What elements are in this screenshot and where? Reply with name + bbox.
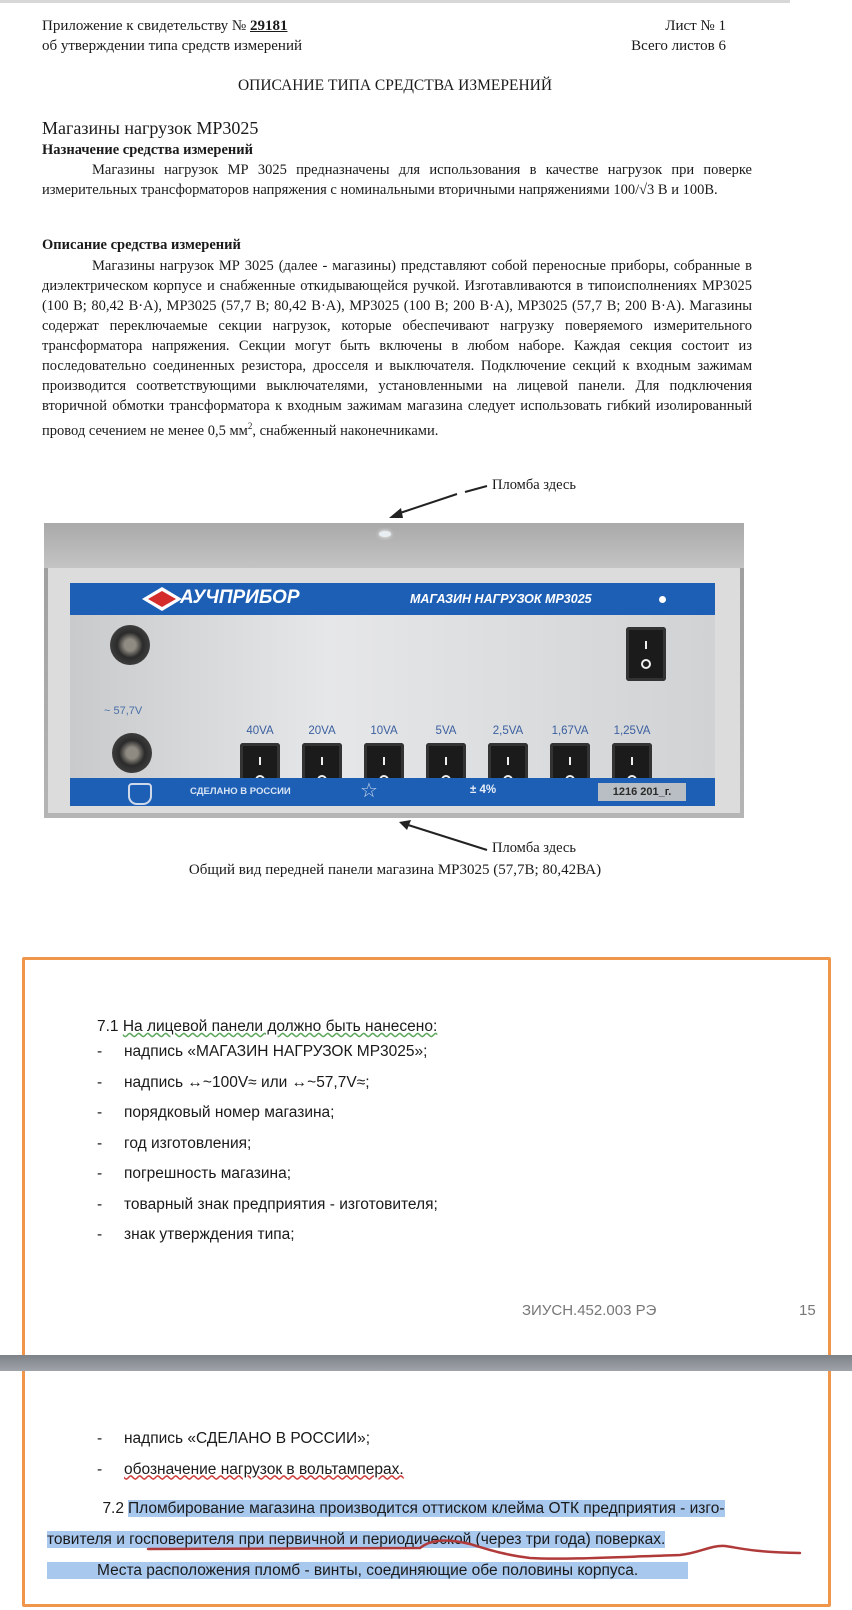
sheet-number: Лист № 1 <box>665 18 726 34</box>
description-tail: , снабженный наконечниками. <box>252 422 439 439</box>
switch-label: 1,25VA <box>613 725 651 737</box>
appendix-header <box>42 16 302 56</box>
bullet-dash: - <box>97 1104 103 1121</box>
section-number: 7.2 <box>102 1500 124 1517</box>
made-in-russia-label: СДЕЛАНО В РОССИИ <box>190 786 291 797</box>
document-title: ОПИСАНИЕ ТИПА СРЕДСТВА ИЗМЕРЕНИЙ <box>237 77 553 94</box>
figure-caption: Общий вид передней панели магазина МР3025 (57,7В; 80,42ВА) <box>188 862 602 878</box>
appendix-line2: об утверждении типа средств измерений <box>42 38 303 54</box>
section-7-2-line2 <box>47 1524 817 1555</box>
tolerance-label: ± 4% <box>470 784 497 796</box>
section-7-2-line3 <box>47 1555 817 1586</box>
list-item-text: товарный знак предприятия - изготовителя; <box>124 1195 438 1213</box>
selected-text: Места расположения пломб - винты, соединяющие обе половины корпуса. <box>47 1562 688 1579</box>
panel-top-band <box>70 583 715 615</box>
sheet-info <box>600 16 726 56</box>
list-item-text: надпись «МАГАЗИН НАГРУЗОК МР3025»; <box>124 1043 428 1060</box>
on-mark <box>259 757 261 765</box>
voltage-label: ~ 57,7V <box>104 705 143 717</box>
bullet-dash: - <box>97 1165 103 1182</box>
seal-callout-bottom: Пломба здесь <box>492 840 576 856</box>
list-item <box>97 1430 404 1461</box>
certificate-number: 29181 <box>250 18 288 34</box>
total-sheets: Всего листов 6 <box>631 38 726 54</box>
seal-callout-top: Пломба здесь <box>492 477 576 493</box>
list-item <box>97 1226 438 1257</box>
list-item-text: знак утверждения типа; <box>124 1226 295 1243</box>
marking-list-page2 <box>97 1430 404 1491</box>
list-item-text: обозначение нагрузок в вольтамперах. <box>124 1460 404 1478</box>
description-heading: Описание средства измерений <box>42 237 241 253</box>
on-mark <box>631 757 633 765</box>
selected-text: Пломбирование магазина производится оттиском клейма ОТК предприятия - изго- <box>128 1500 725 1517</box>
list-item-text: год изготовления; <box>124 1134 252 1152</box>
list-item-text: погрешность магазина; <box>124 1165 292 1182</box>
model-label: МАГАЗИН НАГРУЗОК МР3025 <box>410 592 592 606</box>
switch-label: 2,5VA <box>492 725 524 737</box>
section-7-2[interactable] <box>47 1493 817 1586</box>
superscript: 2 <box>247 421 253 431</box>
input-terminal-bottom[interactable] <box>112 733 152 773</box>
seal-screw <box>379 531 391 537</box>
list-item <box>97 1043 438 1074</box>
purpose-text: Магазины нагрузок МР 3025 предназначены для использования в качестве нагрузок при поверке измерительных трансформаторов напряжения с номинальными вторичными напряжениями 100/√3 В и 100В. <box>42 162 752 198</box>
list-item <box>97 1461 404 1492</box>
serial-year-plate: 1216 201_г. <box>598 783 686 801</box>
off-mark <box>641 659 651 669</box>
bullet-dash: - <box>97 1043 103 1060</box>
bullet-dash: - <box>97 1073 103 1091</box>
bullet-dash: - <box>97 1195 103 1213</box>
seal-arrow-top <box>385 478 495 528</box>
list-item <box>97 1196 438 1227</box>
purpose-heading: Назначение средства измерений <box>42 142 253 158</box>
input-terminal-top[interactable] <box>110 625 150 665</box>
document-code: ЗИУСН.452.003 РЭ <box>522 1302 657 1319</box>
on-mark <box>321 757 323 765</box>
seal-arrow-bottom <box>395 818 505 858</box>
indicator-led <box>659 596 666 603</box>
on-mark <box>507 757 509 765</box>
list-item <box>97 1135 438 1166</box>
switch-panel <box>70 615 715 778</box>
device-front-panel <box>48 568 740 813</box>
bullet-dash: - <box>97 1460 103 1478</box>
bullet-dash: - <box>97 1226 103 1243</box>
section-7-2-line1 <box>47 1493 817 1524</box>
description-text <box>42 256 752 441</box>
selected-text: товителя и госповерителя при первичной и периодической (через три года) поверках. <box>47 1531 666 1548</box>
switch-label: 1,67VA <box>551 725 589 737</box>
on-mark <box>569 757 571 765</box>
power-switch[interactable] <box>626 627 666 681</box>
list-item <box>97 1165 438 1196</box>
gost-mark-icon <box>128 783 152 805</box>
list-item-text: надпись «СДЕЛАНО В РОССИИ»; <box>124 1430 371 1447</box>
appendix-prefix: Приложение к свидетельству № <box>42 18 250 34</box>
page-top-edge <box>0 0 790 3</box>
page-break-separator <box>0 1355 852 1371</box>
on-mark <box>645 641 647 649</box>
list-item <box>97 1104 438 1135</box>
section-title: На лицевой панели должно быть нанесено: <box>122 1018 438 1035</box>
on-mark <box>445 757 447 765</box>
brand-label: АУЧПРИБОР <box>180 587 300 608</box>
product-name: Магазины нагрузок МР3025 <box>42 118 259 138</box>
on-mark <box>383 757 385 765</box>
list-item-text: порядковый номер магазина; <box>124 1104 335 1121</box>
switch-label: 20VA <box>308 725 336 737</box>
switch-label: 5VA <box>435 725 457 737</box>
description-body: Магазины нагрузок МР 3025 (далее - магазины) представляют собой переносные приборы, собранные в диэлектрическом корпусе и снабженные откидывающейся ручкой. Изготавливаются в типоисполнениях МР3025 (100 В; 80,42 В·А), МР3025 (57,7 В; 80,42 В·А), МР3025 (100 В; 200 В·А), МР3025 (57,7 В; 200 В·А). Магазины содержат переключаемые секции нагрузок, которые обеспечивают нагрузку поверяемого измерительного трансформатора напряжения. Секции могут быть включены в любом наборе. Каждая секция состоит из последовательно соединенных резистора, дросселя и выключателя. Подключение секций к входным зажимам производится соответствующими выключателями, установленными на лицевой панели. Для подключения вторичной обмотки трансформатора к входным зажимам магазина следует использовать гибкий изолированный провод сечением не менее 0,5 мм <box>42 258 752 439</box>
manufacturer-logo-icon <box>142 587 182 611</box>
list-item-text: надпись ↔~100V≈ или ↔~57,7V≈; <box>124 1073 370 1091</box>
marking-list-page1 <box>97 1043 438 1257</box>
bullet-dash: - <box>97 1430 103 1447</box>
page-number: 15 <box>799 1302 816 1319</box>
panel-bottom-band <box>70 778 715 806</box>
device-case-top <box>44 523 744 568</box>
section-number: 7.1 <box>97 1018 123 1035</box>
device-photo <box>44 523 744 818</box>
switch-label: 10VA <box>370 725 398 737</box>
list-item <box>97 1074 438 1105</box>
bullet-dash: - <box>97 1134 103 1152</box>
section-7-1-heading <box>97 1018 437 1036</box>
switch-label: 40VA <box>246 725 274 737</box>
accuracy-class-star-icon: ☆ <box>360 780 378 802</box>
